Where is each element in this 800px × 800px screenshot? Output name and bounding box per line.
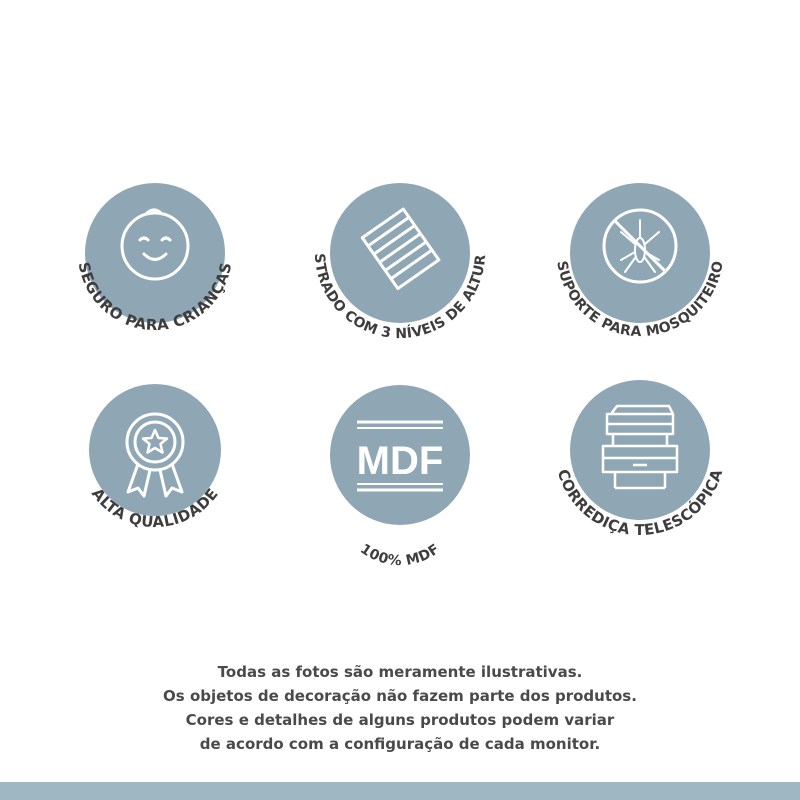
disclaimer-line: Todas as fotos são meramente ilustrativas. <box>217 663 583 681</box>
mdf-icon-text: MDF <box>356 439 444 483</box>
badge-label: ALTA QUALIDADE <box>88 484 222 532</box>
badge-child-safe <box>50 148 260 358</box>
badge-circle <box>330 183 470 323</box>
badge-high-quality <box>50 370 260 580</box>
badge-label: CORREDIÇA TELESCÓPICA <box>553 466 727 540</box>
badge-circle <box>570 380 710 520</box>
badge-mdf <box>295 370 505 580</box>
badge-telescopic-slide <box>535 370 745 580</box>
badge-label: ESTRADO COM 3 NÍVEIS DE ALTURA <box>289 136 490 343</box>
badge-slatted-base <box>289 136 505 358</box>
disclaimer-line: Cores e detalhes de alguns produtos podem variar <box>185 711 615 729</box>
badge-mosquito-net <box>535 148 745 358</box>
badge-label: SEGURO PARA CRIANÇAS <box>74 260 236 335</box>
disclaimer-text <box>0 660 800 756</box>
badge-label: 100% MDF <box>357 541 443 570</box>
bottom-bar <box>0 782 800 800</box>
badge-circle <box>570 183 710 323</box>
disclaimer-line: Os objetos de decoração não fazem parte dos produtos. <box>163 687 637 705</box>
badge-label: SUPORTE PARA MOSQUITEIRO <box>553 259 727 341</box>
disclaimer-line: de acordo com a configuração de cada monitor. <box>199 735 601 753</box>
